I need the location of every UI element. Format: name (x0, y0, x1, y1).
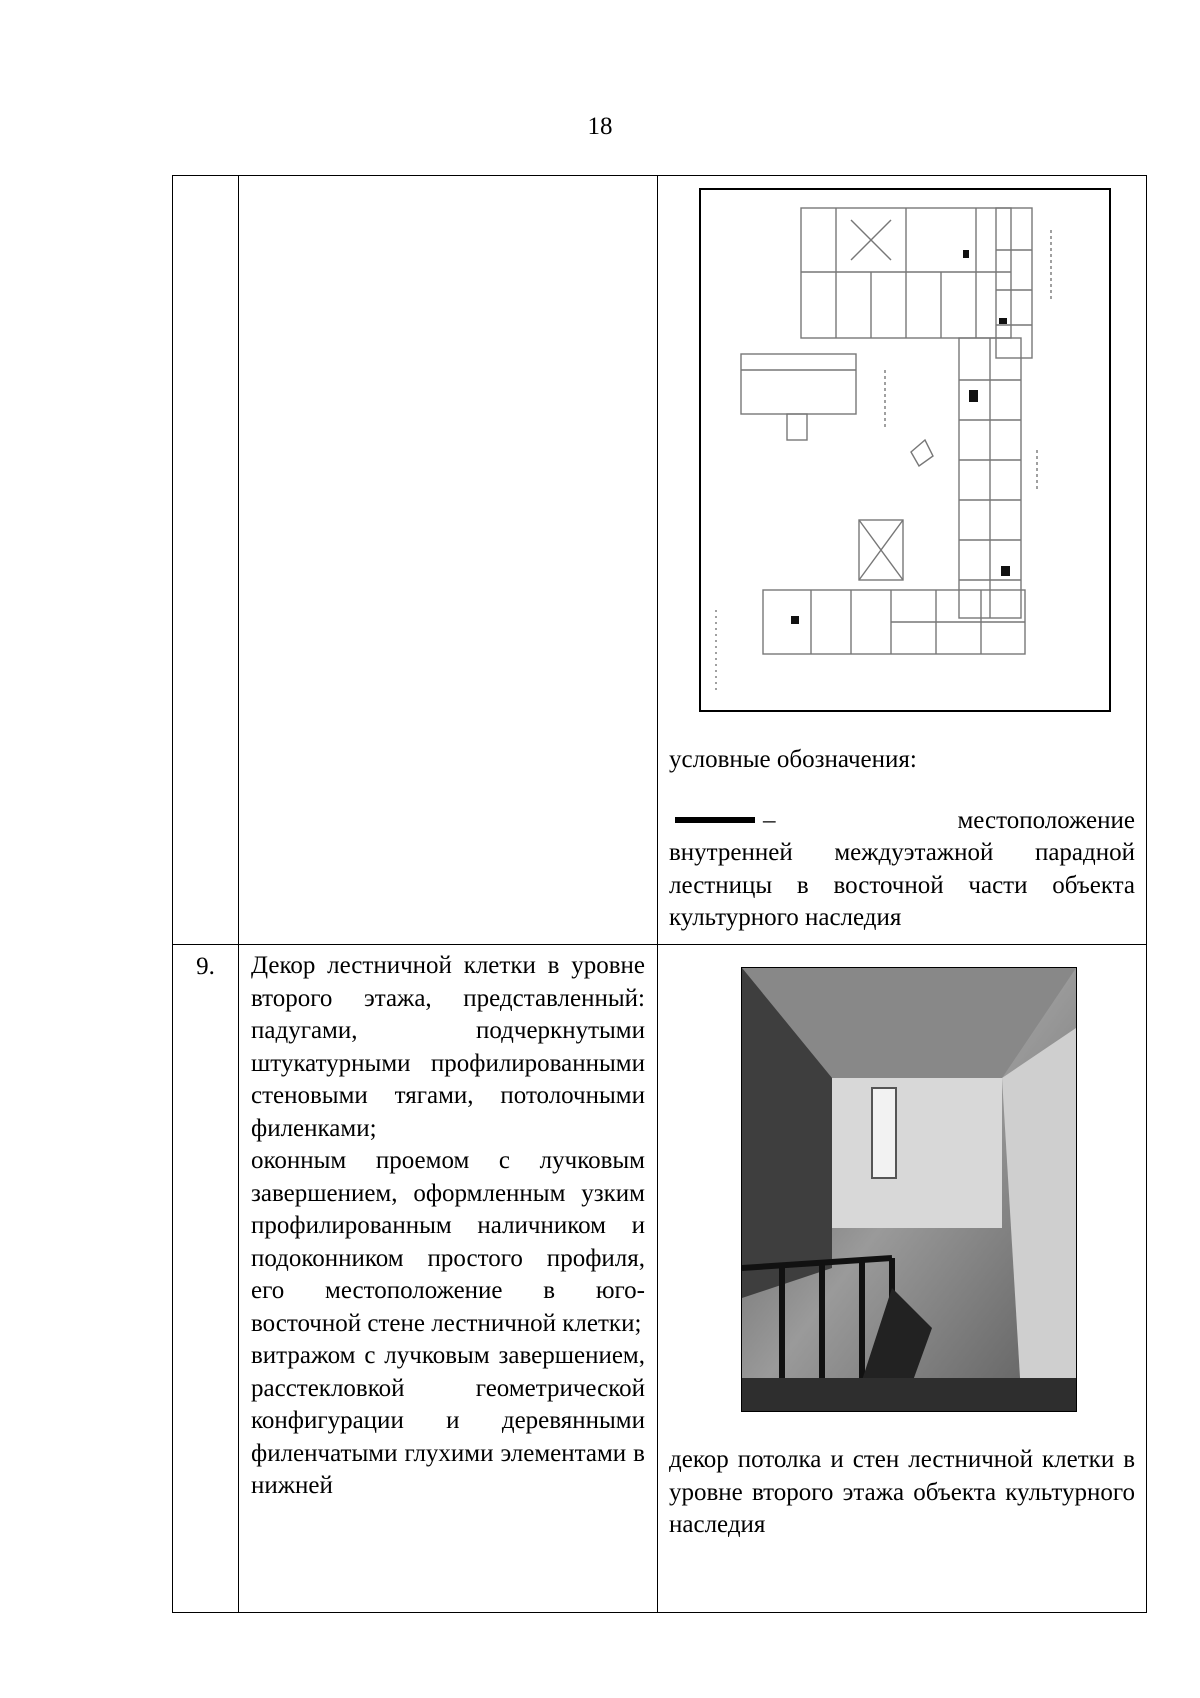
photo-cell (658, 945, 1147, 1613)
description-paragraph: оконным проемом с лучковым завершением, оформленным узким профилированным наличником и подоконником простого профиля, его местоположение в юго-восточной стене лестничной клетки; (251, 1147, 645, 1337)
plan-cell (658, 176, 1147, 945)
heritage-table (172, 175, 1147, 1613)
row-description (239, 945, 657, 1600)
description-paragraph: витражом с лучковым завершением, расстекловкой геометрической конфигурации и деревянными филенчатыми глухими элементами в нижней (251, 1342, 645, 1499)
table-row (173, 176, 1147, 945)
description-paragraph: Декор лестничной клетки в уровне второго этажа, представленный: падугами, подчеркнутыми штукатурными профилированными стеновыми тягами, потолочными филенками; (251, 952, 645, 1142)
staircase-photo-drawing (742, 968, 1076, 1411)
photo-caption: декор потолка и стен лестничной клетки в уровне второго этажа объекта культурного наследия (669, 1446, 1135, 1538)
legend-text-first: местоположение (957, 806, 1135, 834)
legend-title: условные обозначения: (669, 746, 917, 773)
row-number: 9. (173, 945, 239, 1613)
floor-plan-image (699, 188, 1111, 712)
row-number (173, 176, 239, 945)
legend-line-symbol (675, 817, 755, 823)
row-description (239, 176, 658, 945)
legend-dash: – (763, 806, 776, 834)
staircase-photo (741, 967, 1077, 1412)
page-number: 18 (587, 113, 613, 140)
legend-text-rest: внутренней междуэтажной парадной лестницы в восточной части объекта культурного наследия (669, 839, 1135, 931)
table-row (173, 945, 1147, 1613)
description-cell (239, 945, 658, 1613)
legend-entry (669, 805, 1135, 935)
floor-plan-drawing (701, 190, 1109, 710)
